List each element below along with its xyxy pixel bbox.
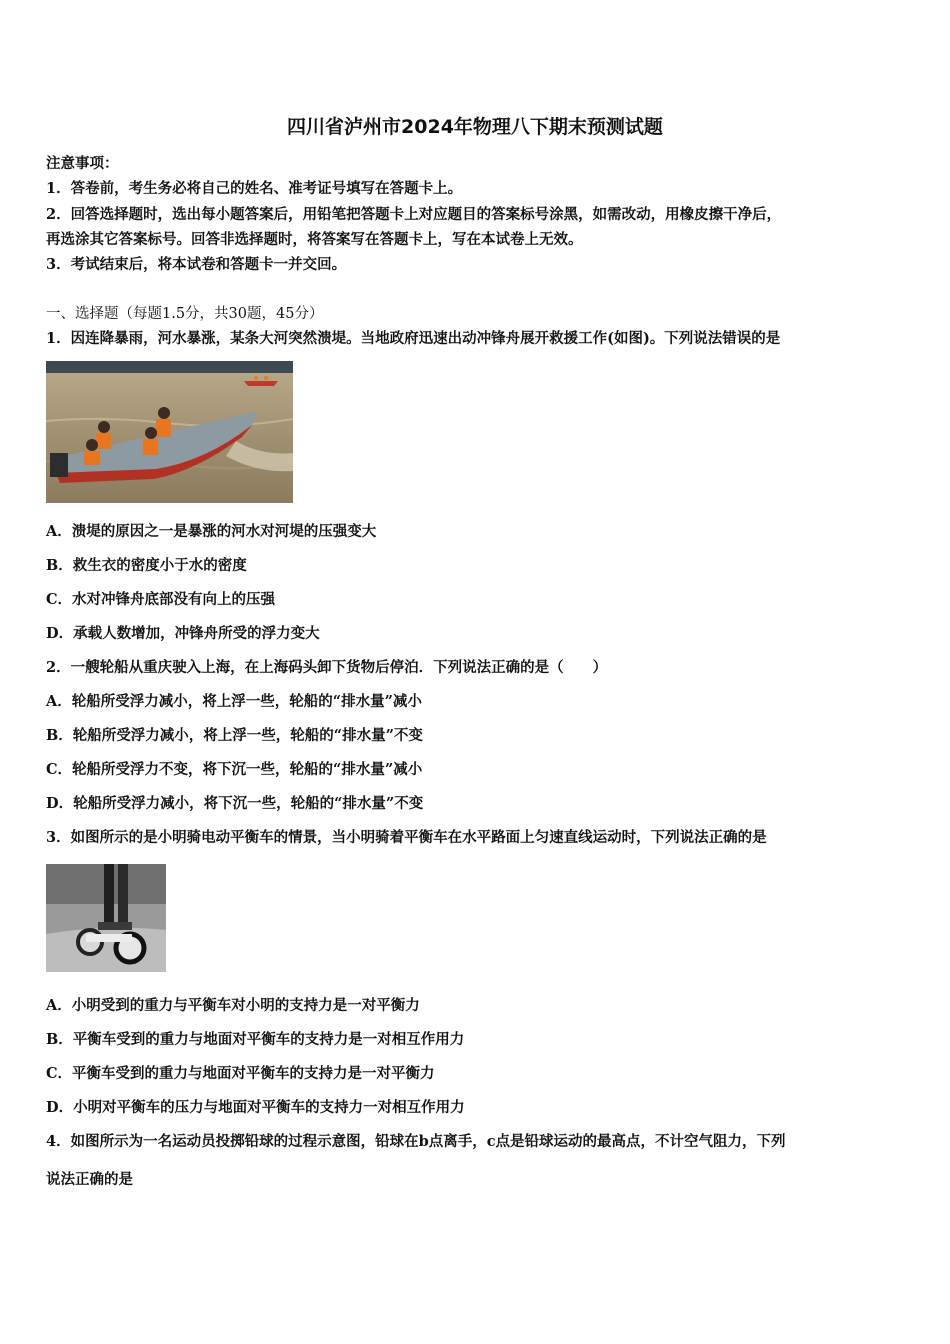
q1-option-d: D．承载人数增加，冲锋舟所受的浮力变大 (46, 625, 320, 642)
q3-option-c: C．平衡车受到的重力与地面对平衡车的支持力是一对平衡力 (46, 1065, 435, 1082)
question-4-stem-line-2: 说法正确的是 (46, 1171, 133, 1188)
page-title: 四川省泸州市2024年物理八下期末预测试题 (287, 116, 663, 138)
rescue-boat-photo (46, 361, 293, 503)
q2-option-a: A．轮船所受浮力减小，将上浮一些，轮船的“排水量”减小 (46, 693, 422, 710)
notice-item: 3．考试结束后，将本试卷和答题卡一并交回。 (46, 256, 347, 273)
notice-item: 1．答卷前，考生务必将自己的姓名、准考证号填写在答题卡上。 (46, 180, 463, 197)
q2-option-d: D．轮船所受浮力减小，将下沉一些，轮船的“排水量”不变 (46, 795, 424, 812)
question-3-stem: 3．如图所示的是小明骑电动平衡车的情景，当小明骑着平衡车在水平路面上匀速直线运动时，下列说法正确的是 (46, 829, 767, 846)
section-heading: 一、选择题（每题1.5分，共30题，45分） (46, 306, 324, 322)
q1-option-b: B．救生衣的密度小于水的密度 (46, 557, 247, 574)
q3-option-a: A．小明受到的重力与平衡车对小明的支持力是一对平衡力 (46, 997, 420, 1014)
q1-option-c: C．水对冲锋舟底部没有向上的压强 (46, 591, 276, 608)
boat-illustration (46, 361, 293, 503)
balance-scooter-photo (46, 864, 166, 972)
notice-heading: 注意事项： (46, 155, 119, 172)
q1-option-a: A．溃堤的原因之一是暴涨的河水对河堤的压强变大 (46, 523, 377, 540)
q2-option-c: C．轮船所受浮力不变，将下沉一些，轮船的“排水量”减小 (46, 761, 423, 778)
notice-item: 再选涂其它答案标号。回答非选择题时，将答案写在答题卡上，写在本试卷上无效。 (46, 231, 583, 248)
scooter-illustration (46, 864, 166, 972)
notice-item: 2．回答选择题时，选出每小题答案后，用铅笔把答题卡上对应题目的答案标号涂黑，如需改动，用橡皮擦干净后， (46, 206, 782, 223)
question-4-stem-line-1: 4．如图所示为一名运动员投掷铅球的过程示意图，铅球在b点离手，c点是铅球运动的最高点，不计空气阻力，下列 (46, 1133, 786, 1150)
q2-option-b: B．轮船所受浮力减小，将上浮一些，轮船的“排水量”不变 (46, 727, 423, 744)
q3-option-b: B．平衡车受到的重力与地面对平衡车的支持力是一对相互作用力 (46, 1031, 465, 1048)
question-2-stem: 2．一艘轮船从重庆驶入上海，在上海码头卸下货物后停泊．下列说法正确的是（ ） (46, 659, 608, 676)
q3-option-d: D．小明对平衡车的压力与地面对平衡车的支持力一对相互作用力 (46, 1099, 465, 1116)
question-1-stem: 1．因连降暴雨，河水暴涨，某条大河突然溃堤。当地政府迅速出动冲锋舟展开救援工作(如图)。下列说法错误的是 (46, 330, 781, 347)
